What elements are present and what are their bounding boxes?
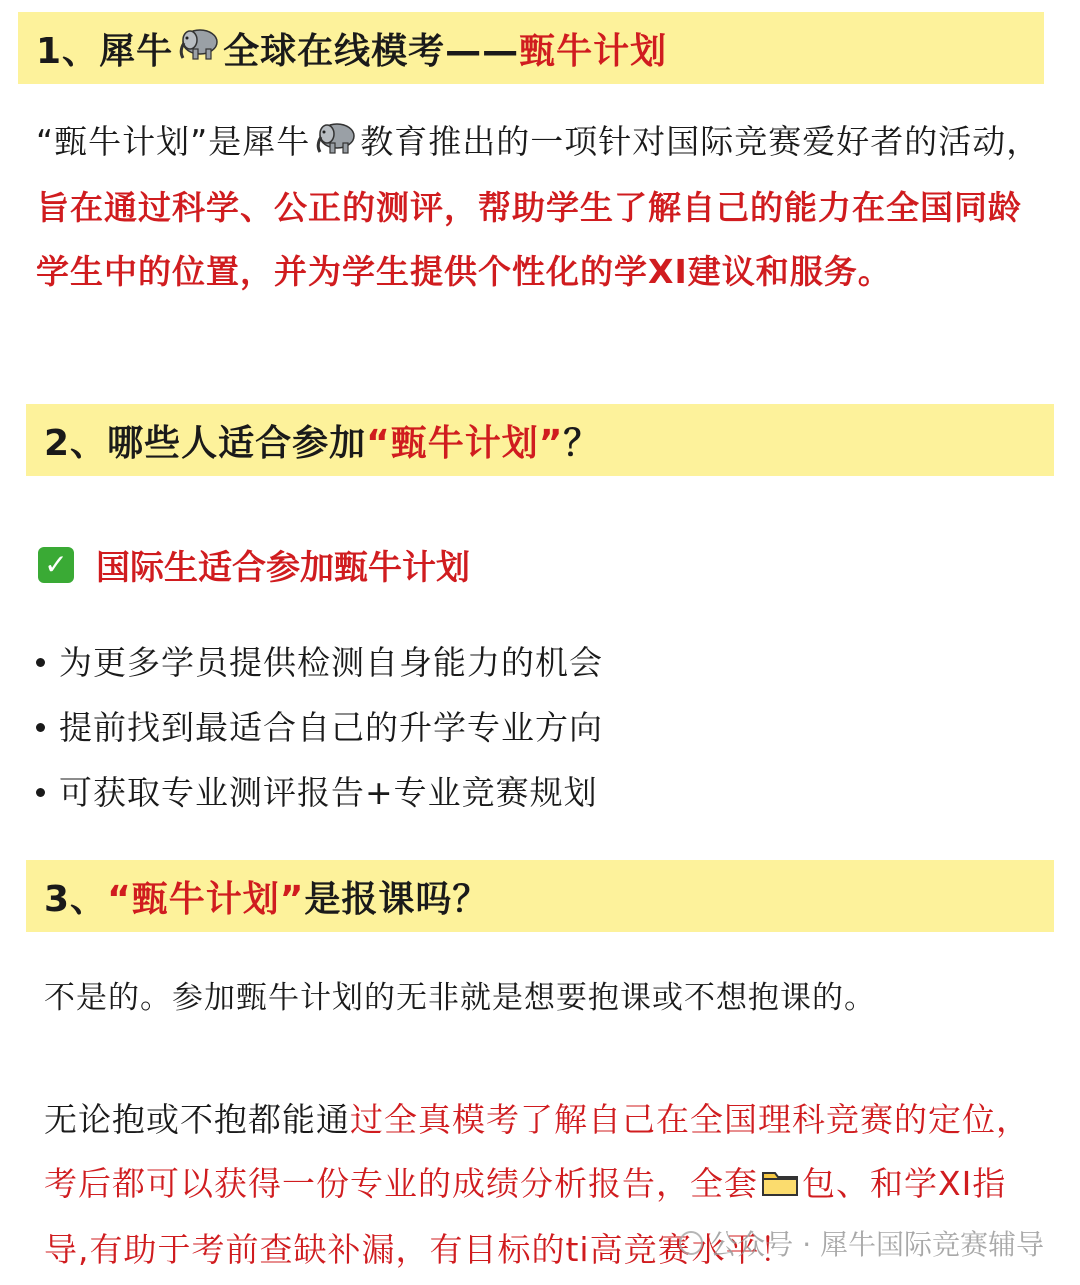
- closing-red-1: 过全真模考了解自己在全国理科竞赛的定位，考后都可以获得一份专业的成绩分析报告，全套: [44, 1100, 1030, 1203]
- bullet-list: [36, 630, 603, 825]
- section-2-heading: [26, 404, 1054, 476]
- list-item: [36, 630, 603, 695]
- list-item-text: 可获取专业测评报告+专业竞赛规划: [59, 773, 598, 812]
- section-2-tail: ？: [563, 422, 601, 464]
- answer-text: 不是的。参加甄牛计划的无非就是想要抱课或不想抱课的。: [44, 980, 876, 1016]
- intro-part-2: 教育推出的一项针对国际竞赛爱好者的活动，: [360, 122, 1041, 161]
- list-item: [36, 760, 603, 825]
- bullet-dot: [36, 658, 45, 667]
- check-label: 国际生适合参加甄牛计划: [96, 548, 470, 588]
- section-2-text: 哪些人适合参加: [107, 422, 367, 464]
- intro-part-1: “甄牛计划”是犀牛: [36, 122, 311, 161]
- check-icon: ✓: [38, 547, 74, 583]
- section-2-highlight: “甄牛计划”: [366, 422, 564, 464]
- section-1-text-b: 全球在线模考——: [223, 30, 520, 72]
- section-3-highlight: “甄牛计划”: [107, 878, 305, 920]
- section-1-number: 1、: [36, 30, 100, 72]
- elephant-icon: [313, 112, 357, 176]
- section-3-heading: [26, 860, 1054, 932]
- wechat-logo-icon: [679, 1231, 703, 1255]
- bullet-dot: [36, 723, 45, 732]
- list-item: [36, 695, 603, 760]
- intro-highlight: 旨在通过科学、公正的测评，帮助学生了解自己的能力在全国同龄学生中的位置，并为学生提供个性化的学XI建议和服务。: [36, 187, 1022, 291]
- section-3-text: 是报课吗？: [304, 878, 490, 920]
- closing-red-2: 包、和学XI指导,有助于考前查缺补漏，有目标的ti高竞赛水平！: [44, 1164, 1007, 1269]
- closing-part-1: 无论抱或不抱都能通: [44, 1100, 350, 1139]
- folder-icon: [761, 1154, 799, 1218]
- watermark: [679, 1223, 1044, 1263]
- elephant-icon: [176, 27, 220, 70]
- section-1-highlight: 甄牛计划: [519, 30, 668, 72]
- section-3-number: 3、: [44, 878, 108, 920]
- section-1-text-a: 犀牛: [99, 30, 174, 72]
- check-row: [38, 540, 470, 589]
- intro-paragraph: [36, 110, 1046, 304]
- bullet-dot: [36, 788, 45, 797]
- section-1-heading: [18, 12, 1044, 84]
- watermark-text: 公众号 · 犀牛国际竞赛辅导: [709, 1228, 1044, 1261]
- list-item-text: 为更多学员提供检测自身能力的机会: [59, 643, 603, 682]
- list-item-text: 提前找到最适合自己的升学专业方向: [59, 708, 603, 747]
- section-2-number: 2、: [44, 422, 108, 464]
